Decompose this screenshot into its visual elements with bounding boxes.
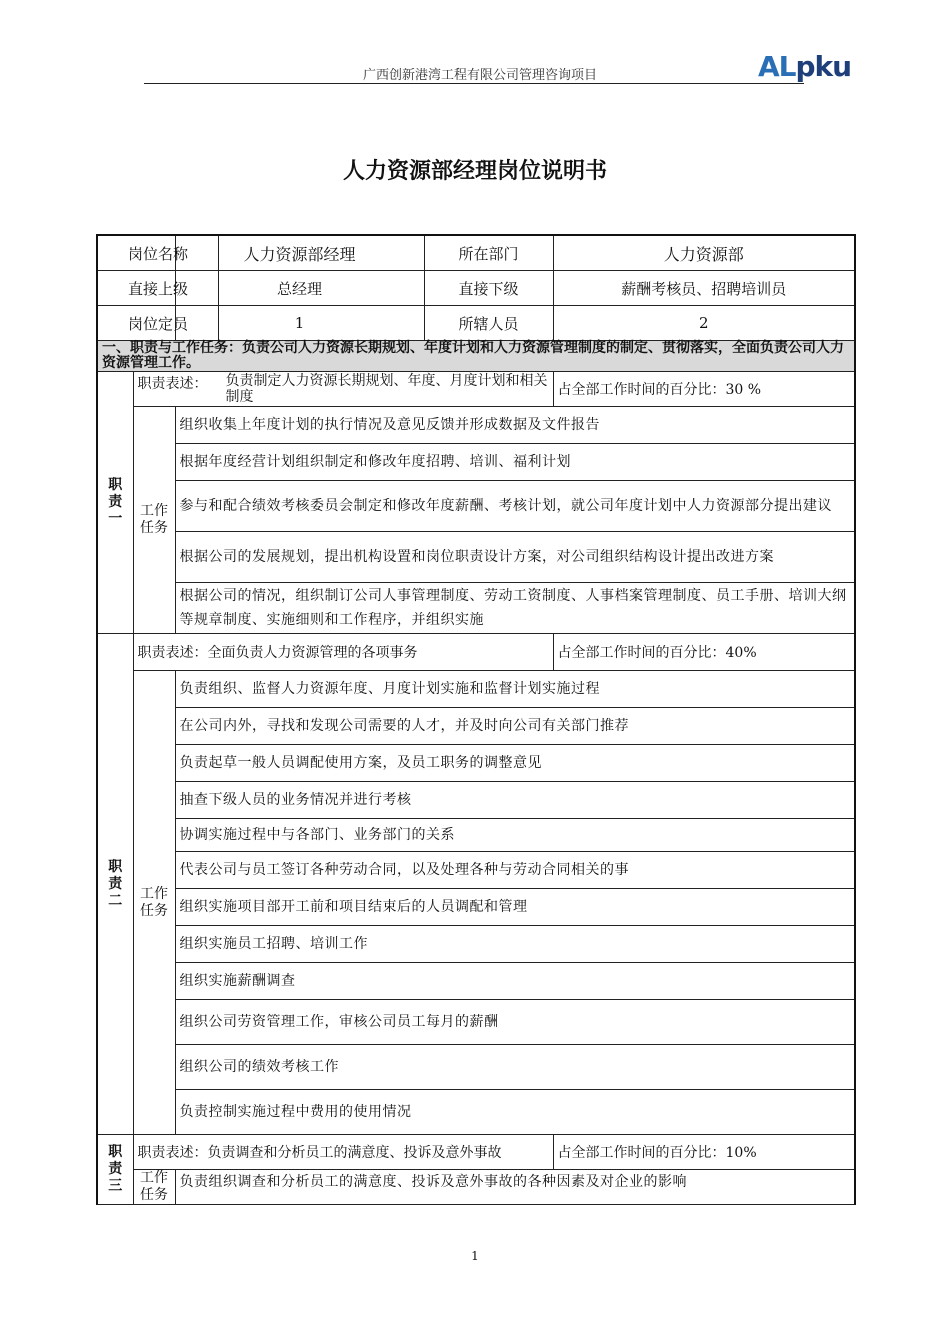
duty-description-text: 负责制定人力资源长期规划、年度、月度计划和相关制度	[225, 373, 548, 405]
task-item: 组织实施薪酬调查	[175, 963, 855, 1000]
task-item: 组织实施员工招聘、培训工作	[175, 926, 855, 963]
task-item: 组织实施项目部开工前和项目结束后的人员调配和管理	[175, 889, 855, 926]
info-row-headcount	[97, 306, 855, 341]
header-company: 广西创新港湾工程有限公司管理咨询项目	[362, 68, 597, 83]
task-item: 负责起草一般人员调配使用方案，及员工职务的调整意见	[175, 745, 855, 782]
duty-description-text: 全面负责人力资源管理的各项事务	[207, 645, 418, 661]
task-item: 负责组织调查和分析员工的满意度、投诉及意外事故的各种因素及对企业的影响	[175, 1170, 855, 1205]
task-item: 组织公司劳资管理工作，审核公司员工每月的薪酬	[175, 1000, 855, 1045]
section-heading-row	[97, 341, 855, 372]
duty-description	[133, 1135, 553, 1170]
task-row	[97, 1090, 855, 1135]
duty-label	[97, 372, 133, 634]
task-row	[97, 481, 855, 532]
duty-time-percentage: 占全部工作时间的百分比：10%	[553, 1135, 855, 1170]
job-description-table	[96, 234, 856, 1205]
position-value-text: 人力资源部经理	[176, 236, 425, 270]
task-row	[97, 745, 855, 782]
task-row	[97, 852, 855, 889]
dept-label: 所在部门	[458, 244, 519, 263]
page-number: 1	[471, 1249, 479, 1263]
task-row	[97, 407, 855, 444]
task-row	[97, 532, 855, 583]
duty-time-percentage: 占全部工作时间的百分比：40%	[553, 634, 855, 671]
task-item: 根据公司的发展规划，提出机构设置和岗位职责设计方案，对公司组织结构设计提出改进方案	[175, 532, 855, 583]
subordinate-value: 薪酬考核员、招聘培训员	[553, 271, 855, 306]
task-row	[97, 819, 855, 852]
duty-desc-row	[97, 1135, 855, 1170]
task-row	[97, 963, 855, 1000]
task-item: 组织公司的绩效考核工作	[175, 1045, 855, 1090]
superior-value-cell	[175, 271, 553, 306]
task-row	[97, 926, 855, 963]
superior-value: 总经理	[176, 271, 425, 305]
task-item: 在公司内外，寻找和发现公司需要的人才，并及时向公司有关部门推荐	[175, 708, 855, 745]
duty-desc-row	[97, 634, 855, 671]
headcount-label: 岗位定员	[98, 306, 219, 340]
position-value	[175, 235, 553, 271]
task-row	[97, 583, 855, 634]
duty-description-label: 职责表述：	[137, 645, 208, 661]
superior-label-cell	[97, 271, 188, 306]
duty-label-text: 职责三	[108, 1144, 123, 1194]
task-row	[97, 1170, 855, 1205]
dept-value: 人力资源部	[553, 235, 855, 271]
task-row	[97, 444, 855, 481]
duty-description-text: 负责调查和分析员工的满意度、投诉及意外事故	[207, 1145, 502, 1161]
duty-label-text: 职责二	[108, 858, 123, 909]
duty-description	[133, 372, 553, 407]
task-row	[97, 782, 855, 819]
task-item: 负责组织、监督人力资源年度、月度计划实施和监督计划实施过程	[175, 671, 855, 708]
duty-description	[133, 634, 553, 671]
headcount-label-cell	[97, 306, 188, 341]
task-item: 协调实施过程中与各部门、业务部门的关系	[175, 819, 855, 852]
subordinate-label: 直接下级	[458, 279, 519, 298]
headcount-value-cell	[175, 306, 553, 341]
task-label-text: 工作任务	[140, 503, 168, 536]
duty-desc-row	[97, 372, 855, 407]
superior-label: 直接上级	[98, 271, 219, 305]
task-label	[133, 1170, 175, 1205]
task-item: 抽查下级人员的业务情况并进行考核	[175, 782, 855, 819]
task-label	[133, 671, 175, 1135]
info-row-superior	[97, 271, 855, 306]
task-item: 参与和配合绩效考核委员会制定和修改年度薪酬、考核计划，就公司年度计划中人力资源部分提出建议	[175, 481, 855, 532]
duty-description-label: 职责表述：	[137, 1145, 208, 1161]
task-label-text: 工作任务	[140, 885, 168, 919]
task-row	[97, 1045, 855, 1090]
info-row-position	[97, 235, 855, 271]
task-row	[97, 671, 855, 708]
task-item: 根据年度经营计划组织制定和修改年度招聘、培训、福利计划	[175, 444, 855, 481]
task-item: 组织收集上年度计划的执行情况及意见反馈并形成数据及文件报告	[175, 407, 855, 444]
task-row	[97, 889, 855, 926]
header-divider	[144, 83, 804, 84]
headcount-value: 1	[176, 306, 425, 340]
task-row	[97, 1000, 855, 1045]
task-item: 代表公司与员工签订各种劳动合同，以及处理各种与劳动合同相关的事	[175, 852, 855, 889]
managed-label: 所辖人员	[458, 314, 519, 333]
duty-label	[97, 634, 133, 1135]
document-title: 人力资源部经理岗位说明书	[342, 159, 607, 184]
duty-label-text: 职责一	[108, 477, 123, 527]
managed-value: 2	[553, 306, 855, 341]
position-label-text: 岗位名称	[98, 236, 219, 270]
logo-part-b: pku	[795, 50, 852, 83]
company-logo	[758, 50, 851, 83]
logo-part-a: AL	[758, 50, 796, 83]
task-label	[133, 407, 175, 634]
task-label-text: 工作任务	[140, 1170, 168, 1203]
duty-time-percentage: 占全部工作时间的百分比：30 %	[553, 372, 855, 407]
duty-description-label: 职责表述：	[137, 376, 208, 392]
position-label	[97, 235, 188, 271]
section-heading: 一、职责与工作任务：负责公司人力资源长期规划、年度计划和人力资源管理制度的制定、贯彻落实，全面负责公司人力资源管理工作。	[97, 341, 855, 372]
task-item: 负责控制实施过程中费用的使用情况	[175, 1090, 855, 1135]
task-item: 根据公司的情况，组织制订公司人事管理制度、劳动工资制度、人事档案管理制度、员工手册、培训大纲等规章制度、实施细则和工作程序，并组织实施	[175, 583, 855, 634]
duty-label	[97, 1135, 133, 1205]
task-row	[97, 708, 855, 745]
